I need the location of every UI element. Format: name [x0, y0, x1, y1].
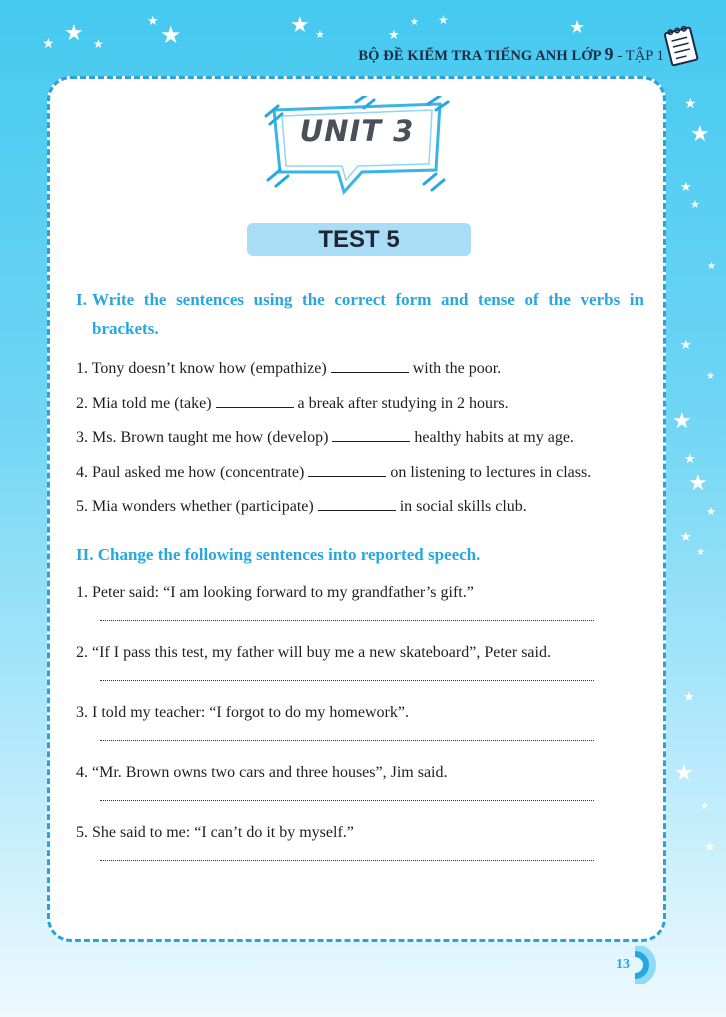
answer-blank[interactable]: [216, 395, 294, 408]
question-number: 5.: [76, 498, 88, 515]
star-icon: ★: [684, 97, 697, 112]
section-2-title: [76, 540, 644, 569]
section-1-number: I.: [76, 290, 87, 309]
star-icon: ★: [680, 179, 692, 194]
star-icon: ★: [696, 547, 705, 558]
section-2: [76, 540, 644, 861]
star-icon: ★: [690, 121, 710, 146]
question-text-after: healthy habits at my age.: [414, 429, 574, 446]
question-item: [76, 463, 644, 483]
book-title-main: BỘ ĐỀ KIỂM TRA TIẾNG ANH LỚP: [358, 48, 601, 64]
question-item: [76, 497, 644, 517]
question-text: Mia wonders whether (participate): [92, 498, 314, 515]
star-icon: ★: [707, 261, 716, 272]
question-number: 5.: [76, 824, 88, 841]
page-tab-decoration: [631, 946, 661, 984]
question-text: Peter said: “I am looking forward to my grandfather’s gift.”: [92, 584, 474, 601]
star-icon: ★: [680, 529, 692, 544]
question-text-after: with the poor.: [412, 360, 502, 377]
question-text: Mia told me (take): [92, 394, 212, 412]
question-item: [76, 428, 644, 448]
star-icon: ★: [700, 801, 709, 812]
question-item: [76, 643, 644, 681]
question-text-after: in social skills club.: [399, 498, 527, 515]
section-2-number: II.: [76, 545, 94, 564]
test-title: TEST 5: [247, 223, 471, 256]
question-text-after: a break after studying in 2 hours.: [297, 394, 509, 412]
answer-blank[interactable]: [318, 498, 396, 511]
book-title: [358, 44, 664, 65]
exercise-content: [76, 285, 644, 883]
question-text: “Mr. Brown owns two cars and three houses”, Jim said.: [92, 764, 448, 781]
question-item: [76, 359, 644, 379]
question-text: Paul asked me how (concentrate): [92, 463, 305, 481]
question-number: 1.: [76, 360, 88, 377]
question-item: [76, 583, 644, 621]
star-icon: ★: [290, 12, 310, 37]
star-icon: ★: [64, 20, 84, 45]
answer-line[interactable]: [100, 799, 594, 801]
answer-line[interactable]: [100, 619, 594, 621]
answer-blank[interactable]: [331, 360, 409, 373]
question-item: [76, 703, 644, 741]
star-icon: ★: [704, 839, 716, 854]
question-number: 4.: [76, 463, 88, 481]
question-number: 2.: [76, 394, 88, 412]
section-1-title: [76, 285, 644, 343]
star-icon: ★: [315, 29, 325, 41]
book-title-volume: - TẬP 1: [617, 48, 664, 64]
section-2-instruction: Change the following sentences into reported speech.: [97, 545, 481, 564]
star-icon: ★: [684, 451, 696, 466]
star-icon: ★: [93, 37, 104, 51]
question-number: 2.: [76, 644, 88, 661]
star-icon: ★: [680, 337, 692, 352]
answer-blank[interactable]: [332, 429, 410, 442]
question-text: “If I pass this test, my father will buy me a new skateboard”, Peter said.: [92, 644, 551, 661]
page-number: 13: [616, 957, 630, 972]
star-icon: ★: [147, 13, 159, 28]
star-icon: ★: [388, 27, 400, 42]
book-title-grade: 9: [604, 44, 614, 64]
star-icon: ★: [569, 17, 586, 37]
section-1-questions: [76, 359, 644, 517]
question-number: 3.: [76, 704, 88, 721]
star-icon: ★: [410, 17, 419, 28]
notebook-icon: [662, 24, 700, 68]
star-icon: ★: [672, 408, 692, 433]
answer-line[interactable]: [100, 859, 594, 861]
question-number: 3.: [76, 429, 88, 446]
question-number: 1.: [76, 584, 88, 601]
answer-blank[interactable]: [308, 464, 386, 477]
question-number: 4.: [76, 764, 88, 781]
star-icon: ★: [674, 760, 694, 785]
star-icon: ★: [42, 37, 55, 52]
star-icon: ★: [706, 506, 716, 518]
star-icon: ★: [683, 689, 695, 704]
question-text: Ms. Brown taught me how (develop): [92, 429, 329, 446]
question-text-after: on listening to lectures in class.: [390, 463, 592, 481]
section-1-instruction: Write the sentences using the correct form and tense of the verbs in brackets.: [92, 290, 644, 338]
answer-line[interactable]: [100, 739, 594, 741]
question-text: I told my teacher: “I forgot to do my homework”.: [92, 704, 409, 721]
star-icon: ★: [160, 23, 182, 49]
answer-line[interactable]: [100, 679, 594, 681]
question-item: [76, 394, 644, 414]
question-text: Tony doesn’t know how (empathize): [91, 360, 327, 377]
question-text: She said to me: “I can’t do it by myself.”: [92, 824, 354, 841]
star-icon: ★: [706, 371, 715, 382]
star-icon: ★: [688, 470, 708, 495]
unit-title: UNIT 3: [299, 114, 415, 148]
star-icon: ★: [690, 199, 700, 211]
question-item: [76, 763, 644, 801]
star-icon: ★: [438, 13, 449, 27]
question-item: [76, 823, 644, 861]
